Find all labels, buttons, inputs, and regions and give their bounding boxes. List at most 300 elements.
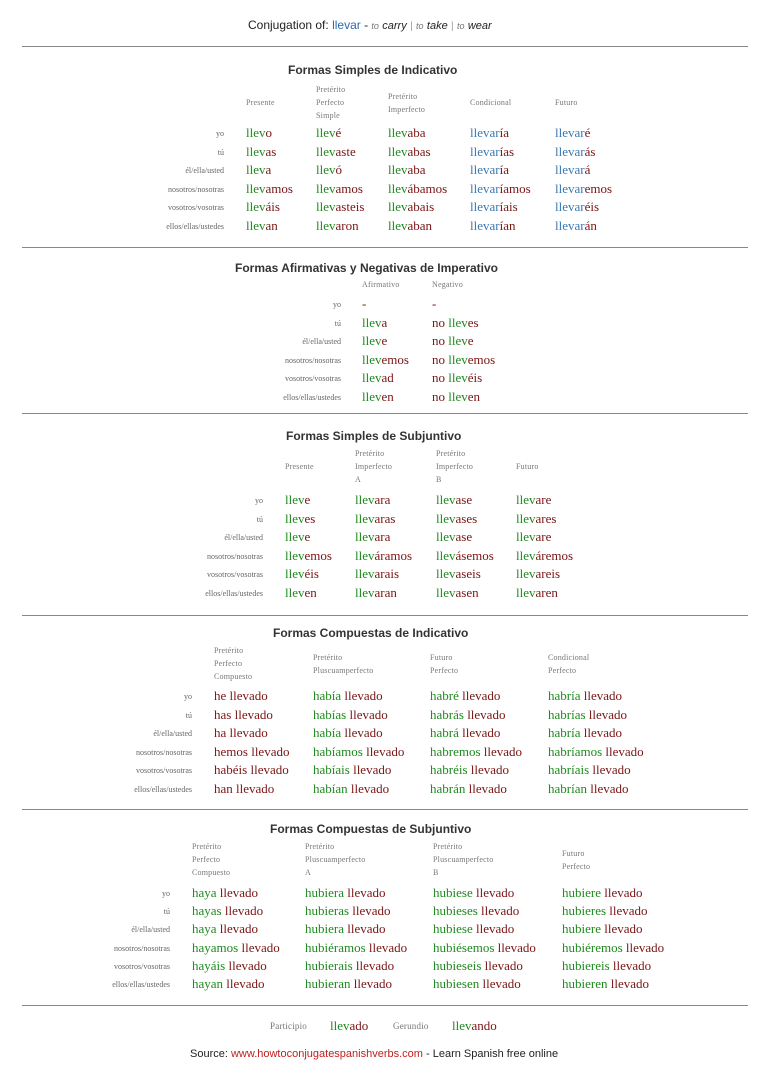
- conjugation-cell: [562, 921, 643, 937]
- conjugation-stem: ha: [214, 725, 227, 740]
- conjugation-cell: [388, 181, 447, 197]
- conjugation-ending: llevado: [580, 688, 622, 703]
- conjugation-cell: [430, 707, 505, 723]
- conjugation-cell: [470, 181, 531, 197]
- conjugation-stem: llevar: [470, 143, 500, 159]
- conjugation-ending: llevado: [622, 939, 665, 955]
- column-header: [388, 90, 425, 116]
- conjugation-stem: hayáis: [192, 957, 226, 973]
- conjugation-stem: habrá: [430, 725, 459, 740]
- column-header-line: A: [305, 868, 311, 877]
- conjugation-ending: llevado: [365, 939, 408, 955]
- conjugation-ending: aba: [407, 162, 426, 177]
- conjugation-stem: llev: [388, 217, 408, 233]
- conjugation-ending: llevado: [458, 688, 501, 703]
- conjugation-stem: hubieran: [305, 976, 351, 991]
- pronoun-label: ellos/ellas/ustedes: [166, 221, 224, 231]
- column-header-line: Futuro: [430, 652, 453, 662]
- conjugation-cell: [433, 976, 521, 992]
- conjugation-ending: aren: [535, 584, 558, 600]
- conjugation-stem: había: [313, 688, 342, 703]
- pronoun-label: vosotros/vosotras: [114, 961, 170, 971]
- conjugation-stem: llev: [355, 510, 375, 526]
- conjugation-stem: habéis: [214, 762, 248, 777]
- conjugation-ending: llevado: [585, 706, 628, 722]
- conjugation-ending: ara: [374, 529, 391, 544]
- conjugation-stem: llevar: [555, 217, 585, 233]
- conjugation-stem: llevar: [470, 125, 500, 140]
- conjugation-ending: are: [535, 529, 552, 544]
- pronoun-label: nosotros/nosotras: [114, 943, 170, 953]
- section-divider: [22, 809, 748, 810]
- conjugation-ending: ad: [381, 370, 394, 385]
- conjugation-cell: [316, 181, 363, 197]
- conjugation-cell: [562, 885, 643, 901]
- conjugation-stem: llev: [516, 547, 536, 563]
- conjugation-stem: llevar: [555, 125, 585, 140]
- conjugation-ending: es: [467, 314, 479, 330]
- conjugation-ending: llevado: [580, 725, 622, 740]
- source-footer: [190, 1048, 558, 1060]
- conjugation-cell: [555, 162, 590, 178]
- section-title: Formas Compuestas de Indicativo: [273, 626, 469, 640]
- conjugation-ending: llevado: [465, 780, 507, 796]
- pronoun-label: tú: [185, 710, 192, 720]
- conjugation-cell: [555, 218, 597, 234]
- negation-stem: llev: [448, 370, 468, 385]
- conjugation-cell: [362, 315, 387, 331]
- conjugation-stem: hubieses: [433, 903, 478, 919]
- conjugation-stem: -: [432, 296, 437, 311]
- column-header-line: Pretérito: [313, 652, 343, 662]
- conjugation-cell: [470, 144, 514, 160]
- column-header: [305, 840, 366, 879]
- conjugation-ending: en: [467, 388, 481, 404]
- column-header: [436, 447, 473, 486]
- conjugation-ending: ía: [499, 125, 509, 140]
- column-header: [362, 278, 400, 291]
- header-verb: llevar: [332, 18, 361, 32]
- pronoun-label: nosotros/nosotras: [136, 747, 192, 757]
- conjugation-stem: llevar: [470, 162, 500, 177]
- conjugation-ending: aseis: [455, 566, 481, 581]
- conjugation-stem: hubiese: [433, 921, 473, 937]
- conjugation-ending: llevado: [463, 706, 506, 722]
- conjugation-ending: éis: [467, 370, 483, 385]
- conjugation-stem: llev: [516, 529, 536, 544]
- conjugation-stem: hubiéremos: [562, 939, 623, 955]
- conjugation-cell: [555, 144, 595, 160]
- header-to-1: to: [371, 21, 379, 31]
- conjugation-cell: [432, 315, 479, 331]
- header-meaning-3: wear: [467, 20, 492, 32]
- pronoun-label: tú: [163, 907, 170, 917]
- conjugation-ending: e: [304, 492, 311, 507]
- column-header-line: Pretérito: [305, 842, 335, 851]
- conjugation-ending: llevado: [231, 706, 273, 722]
- conjugation-ending: a: [381, 314, 388, 330]
- conjugation-stem: -: [362, 296, 367, 311]
- conjugation-cell: [548, 744, 644, 760]
- conjugation-cell: [305, 940, 407, 956]
- conjugation-ending: llevado: [216, 885, 259, 900]
- conjugation-cell: [516, 529, 551, 545]
- conjugation-cell: [516, 566, 560, 582]
- conjugation-cell: [433, 885, 514, 901]
- column-header-line: Pretérito: [192, 842, 222, 851]
- conjugation-stem: llev: [285, 566, 305, 581]
- gerundio-label: Gerundio: [393, 1021, 429, 1031]
- conjugation-ending: llevado: [221, 903, 264, 919]
- conjugation-cell: [192, 940, 280, 956]
- conjugation-cell: [214, 781, 274, 797]
- column-header-line: Perfecto: [562, 861, 591, 871]
- conjugation-stem: habíais: [313, 762, 350, 777]
- conjugation-ending: llevado: [341, 725, 383, 740]
- column-header-line: Condicional: [470, 98, 512, 107]
- pronoun-label: él/ella/usted: [302, 337, 341, 346]
- negation-prefix: no: [432, 314, 449, 330]
- gerundio-ending: ando: [471, 1018, 497, 1033]
- conjugation-cell: [246, 125, 272, 141]
- conjugation-stem: llev: [316, 217, 336, 233]
- conjugation-cell: [246, 144, 276, 160]
- conjugation-ending: aran: [374, 584, 397, 600]
- conjugation-stem: habríais: [548, 762, 590, 777]
- pronoun-label: nosotros/nosotras: [168, 184, 224, 194]
- conjugation-stem: llev: [436, 566, 456, 581]
- conjugation-ending: ásemos: [455, 547, 494, 563]
- section-title: Formas Simples de Subjuntivo: [286, 429, 462, 443]
- conjugation-ending: asteis: [335, 199, 365, 214]
- conjugation-cell: [305, 921, 386, 937]
- conjugation-stem: llev: [355, 547, 375, 563]
- conjugation-stem: habrás: [430, 706, 464, 722]
- column-header-line: Compuesto: [214, 672, 253, 681]
- column-header: [246, 96, 275, 109]
- conjugation-ending: ías: [499, 143, 515, 159]
- conjugation-stem: llev: [362, 351, 382, 367]
- conjugation-cell: [362, 296, 366, 312]
- conjugation-ending: áis: [265, 199, 280, 214]
- conjugation-ending: ían: [499, 217, 516, 233]
- conjugation-stem: hubiese: [433, 885, 473, 900]
- conjugation-ending: llevado: [479, 976, 521, 991]
- conjugation-cell: [555, 199, 599, 215]
- conjugation-cell: [516, 585, 558, 601]
- conjugation-cell: [192, 903, 263, 919]
- conjugation-stem: hubiéramos: [305, 939, 366, 955]
- conjugation-stem: [432, 352, 468, 367]
- conjugation-ending: ase: [455, 492, 473, 507]
- column-header: [432, 278, 463, 291]
- conjugation-stem: llevar: [470, 180, 500, 196]
- conjugation-ending: llevado: [247, 743, 290, 759]
- conjugation-ending: llevado: [352, 957, 395, 973]
- conjugation-stem: hubierais: [305, 957, 353, 973]
- conjugation-stem: [432, 315, 468, 330]
- conjugation-cell: [432, 296, 436, 312]
- conjugation-cell: [555, 181, 612, 197]
- conjugation-ending: áramos: [374, 547, 413, 563]
- conjugation-stem: habría: [548, 725, 581, 740]
- column-header: [562, 847, 590, 873]
- conjugation-ending: éis: [304, 566, 319, 581]
- column-header-line: Compuesto: [192, 868, 231, 877]
- column-header-line: Imperfecto: [355, 462, 393, 471]
- conjugation-stem: llev: [285, 510, 305, 526]
- column-header-line: Condicional: [548, 652, 590, 662]
- conjugation-cell: [436, 566, 481, 582]
- conjugation-stem: llev: [316, 162, 336, 177]
- conjugation-ending: llevado: [223, 976, 265, 991]
- pronoun-label: nosotros/nosotras: [285, 355, 341, 365]
- conjugation-ending: éis: [584, 199, 600, 214]
- conjugation-ending: llevado: [606, 903, 648, 919]
- conjugation-ending: llevado: [480, 743, 523, 759]
- column-header-line: Negativo: [432, 280, 463, 289]
- participio-stem: llev: [330, 1018, 350, 1033]
- column-header: [214, 644, 252, 683]
- conjugation-ending: llevado: [600, 885, 643, 900]
- conjugation-cell: [362, 389, 394, 405]
- conjugation-stem: había: [313, 725, 342, 740]
- conjugation-ending: aba: [407, 125, 426, 140]
- conjugation-ending: ás: [584, 143, 596, 159]
- conjugation-cell: [214, 707, 273, 723]
- source-prefix: Source:: [190, 1048, 231, 1060]
- conjugation-ending: as: [265, 143, 277, 159]
- conjugation-ending: an: [265, 217, 278, 233]
- conjugation-ending: ares: [535, 510, 557, 526]
- column-header: [548, 651, 589, 677]
- conjugation-ending: aron: [335, 217, 359, 233]
- conjugation-ending: a: [265, 162, 272, 177]
- conjugation-ending: llevado: [232, 780, 275, 796]
- conjugation-cell: [516, 548, 573, 564]
- column-header: [470, 96, 511, 109]
- column-header-line: Presente: [246, 98, 275, 107]
- conjugation-ending: aras: [374, 510, 396, 526]
- conjugation-stem: llev: [355, 529, 375, 544]
- conjugation-cell: [285, 492, 310, 508]
- conjugation-ending: abais: [407, 199, 435, 214]
- conjugation-stem: llevar: [470, 199, 500, 214]
- column-header: [555, 96, 578, 109]
- conjugation-cell: [430, 744, 522, 760]
- section-divider: [22, 247, 748, 248]
- conjugation-ending: abas: [407, 143, 431, 159]
- column-header-line: Pretérito: [388, 91, 418, 101]
- conjugation-ending: llevado: [347, 780, 390, 796]
- header-meaning-2: take: [426, 20, 448, 32]
- conjugation-cell: [548, 725, 622, 741]
- source-link[interactable]: www.howtoconjugatespanishverbs.com: [230, 1048, 423, 1060]
- participio-ending: ado: [349, 1018, 369, 1033]
- conjugation-stem: llev: [436, 547, 456, 563]
- conjugation-cell: [316, 218, 359, 234]
- pronoun-label: yo: [333, 300, 341, 309]
- participio-value: [330, 1018, 368, 1034]
- section-divider: [22, 46, 748, 47]
- conjugation-cell: [433, 921, 514, 937]
- conjugation-ending: e: [467, 333, 474, 348]
- conjugation-ending: llevado: [225, 957, 267, 973]
- conjugation-stem: hubieseis: [433, 957, 482, 973]
- conjugation-stem: llev: [316, 125, 336, 140]
- column-header-line: Pretérito: [355, 449, 385, 458]
- conjugation-cell: [285, 585, 317, 601]
- conjugation-ending: á: [584, 162, 591, 177]
- conjugation-stem: [432, 370, 468, 385]
- conjugation-cell: [430, 781, 507, 797]
- conjugation-ending: llevado: [350, 976, 392, 991]
- conjugation-cell: [305, 885, 386, 901]
- pronoun-label: él/ella/usted: [153, 729, 192, 738]
- conjugation-ending: are: [535, 492, 552, 507]
- conjugation-stem: he: [214, 688, 227, 703]
- section-divider: [22, 615, 748, 616]
- column-header-line: B: [436, 475, 442, 484]
- conjugation-stem: habíamos: [313, 743, 363, 759]
- conjugation-ending: arais: [374, 566, 400, 581]
- conjugation-stem: hayas: [192, 903, 222, 919]
- conjugation-ending: o: [265, 125, 272, 140]
- conjugation-ending: llevado: [609, 957, 652, 973]
- conjugation-cell: [470, 199, 518, 215]
- conjugation-cell: [305, 903, 391, 919]
- pronoun-label: yo: [162, 889, 170, 898]
- pronoun-label: ellos/ellas/ustedes: [283, 392, 341, 402]
- conjugation-ending: areis: [535, 566, 561, 581]
- conjugation-stem: habríamos: [548, 743, 603, 759]
- conjugation-cell: [214, 762, 289, 778]
- column-header-line: Presente: [285, 462, 314, 471]
- conjugation-cell: [355, 566, 399, 582]
- section-divider: [22, 413, 748, 414]
- pronoun-label: él/ella/usted: [185, 166, 224, 175]
- conjugation-cell: [305, 976, 392, 992]
- conjugation-cell: [555, 125, 590, 141]
- negation-prefix: no: [432, 388, 449, 404]
- column-header: [316, 83, 345, 122]
- conjugation-ending: es: [304, 510, 316, 526]
- conjugation-stem: hubieren: [562, 976, 608, 991]
- conjugation-stem: llevar: [555, 180, 585, 196]
- conjugation-cell: [436, 511, 477, 527]
- conjugation-stem: hubiera: [305, 921, 344, 937]
- conjugation-stem: llev: [388, 180, 408, 196]
- conjugation-ending: aban: [407, 217, 433, 233]
- column-header-line: Perfecto: [192, 855, 221, 864]
- conjugation-ending: amos: [335, 180, 363, 196]
- conjugation-stem: hubieres: [562, 903, 607, 919]
- conjugation-cell: [192, 885, 258, 901]
- source-suffix: - Learn Spanish free online: [422, 1048, 559, 1060]
- conjugation-ending: asen: [455, 584, 479, 600]
- conjugation-stem: habrías: [548, 706, 586, 722]
- header-sep-2: |: [451, 21, 454, 32]
- pronoun-label: él/ella/usted: [224, 533, 263, 542]
- pronoun-label: ellos/ellas/ustedes: [112, 980, 170, 989]
- conjugation-cell: [285, 529, 310, 545]
- conjugation-cell: [388, 218, 432, 234]
- column-header-line: Pluscuamperfecto: [305, 855, 366, 864]
- conjugation-cell: [432, 352, 495, 368]
- conjugation-stem: haya: [192, 921, 217, 937]
- conjugation-cell: [516, 492, 551, 508]
- conjugation-stem: llev: [355, 566, 375, 581]
- pronoun-label: vosotros/vosotras: [285, 374, 341, 383]
- conjugation-cell: [355, 529, 390, 545]
- conjugation-ending: llevado: [467, 762, 510, 777]
- conjugation-cell: [436, 548, 494, 564]
- conjugation-cell: [436, 585, 479, 601]
- conjugation-ending: ía: [499, 162, 509, 177]
- column-header-line: Futuro: [555, 98, 578, 107]
- conjugation-ending: ó: [335, 162, 342, 177]
- conjugation-stem: [432, 389, 468, 404]
- conjugation-cell: [214, 688, 268, 704]
- conjugation-cell: [388, 144, 431, 160]
- pronoun-label: ellos/ellas/ustedes: [205, 588, 263, 598]
- conjugation-stem: llev: [355, 584, 375, 600]
- column-header: [433, 840, 494, 879]
- conjugation-ending: llevado: [349, 762, 392, 777]
- conjugation-cell: [436, 529, 472, 545]
- conjugation-cell: [285, 566, 319, 582]
- conjugation-ending: en: [304, 584, 317, 600]
- column-header: [285, 460, 314, 473]
- conjugation-cell: [316, 162, 342, 178]
- conjugation-stem: hubiera: [305, 885, 344, 900]
- conjugation-stem: llev: [246, 180, 266, 196]
- conjugation-cell: [355, 511, 395, 527]
- gerundio-stem: llev: [452, 1018, 472, 1033]
- header-to-3: to: [456, 21, 465, 31]
- conjugation-ending: llevado: [346, 706, 388, 722]
- conjugation-cell: [313, 762, 391, 778]
- pronoun-label: yo: [255, 496, 263, 505]
- conjugation-ending: emos: [584, 180, 613, 196]
- conjugation-stem: hubiereis: [562, 957, 610, 973]
- pronoun-label: nosotros/nosotras: [207, 551, 263, 561]
- conjugation-cell: [432, 333, 474, 349]
- conjugation-stem: llev: [316, 143, 336, 159]
- header-to-2: to: [416, 21, 424, 31]
- conjugation-stem: llev: [436, 529, 456, 544]
- column-header: [355, 447, 392, 486]
- conjugation-ending: llevado: [238, 939, 280, 955]
- conjugation-cell: [192, 958, 267, 974]
- gerundio-value: [452, 1018, 497, 1034]
- conjugation-stem: [432, 333, 468, 348]
- conjugation-ending: ase: [455, 529, 473, 544]
- conjugation-cell: [548, 762, 631, 778]
- negation-stem: llev: [448, 351, 468, 367]
- conjugation-cell: [214, 744, 289, 760]
- conjugation-ending: llevado: [589, 762, 631, 777]
- conjugation-ending: en: [381, 388, 394, 404]
- conjugation-cell: [285, 548, 332, 564]
- column-header-line: Perfecto: [430, 665, 459, 675]
- conjugation-ending: llevado: [481, 957, 523, 973]
- column-header-line: Pretérito: [214, 646, 244, 655]
- conjugation-stem: llev: [285, 584, 305, 600]
- conjugation-cell: [388, 199, 434, 215]
- conjugation-stem: llevar: [470, 217, 500, 233]
- column-header-line: Perfecto: [316, 98, 345, 107]
